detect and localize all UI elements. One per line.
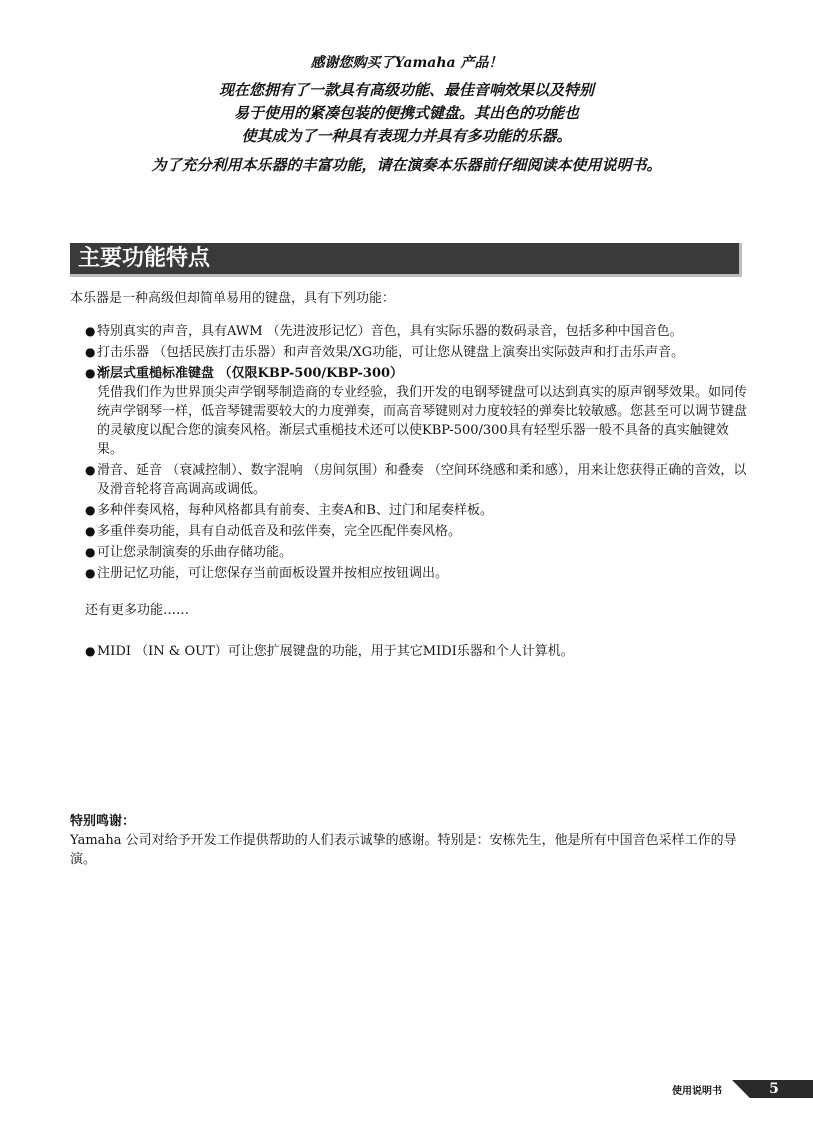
- feature-text: 特别真实的声音，具有AWM （先进波形记忆）音色，具有实际乐器的数码录音，包括多种中国音色。: [97, 324, 683, 339]
- bullet-icon: ●: [85, 545, 96, 559]
- intro-line-2: 易于使用的紧凑包装的便携式键盘。其出色的功能也: [233, 104, 579, 122]
- feature-text: 凭借我们作为世界顶尖声学钢琴制造商的专业经验，我们开发的电钢琴键盘可以达到真实的原声钢琴效果。如同传统声学钢琴一样，低音琴键需要较大的力度弹奏，而高音琴键则对力度较轻的弹奏比较敏感。您甚至可以调节键盘的灵敏度以配合您的演奏风格。渐层式重槌技术还可以使KBP-500/300具有轻型乐器一般不具备的真实触键效果。: [97, 385, 748, 457]
- features-list: [70, 322, 750, 583]
- feature-item: [85, 564, 750, 583]
- feature-item: [85, 364, 750, 459]
- bullet-icon: ●: [85, 366, 96, 380]
- feature-item: [85, 501, 750, 520]
- feature-text: 可让您录制演奏的乐曲存储功能。: [97, 545, 293, 560]
- intro-advice: 为了充分利用本乐器的丰富功能，请在演奏本乐器前仔细阅读本使用说明书。: [151, 156, 662, 174]
- more-features-note: 还有更多功能……: [85, 603, 190, 618]
- features-lead: 本乐器是一种高级但却简单易用的键盘，具有下列功能：: [70, 291, 396, 306]
- bullet-icon: ●: [85, 503, 96, 517]
- page-number: 5: [769, 1081, 779, 1097]
- feature-text: 多种伴奏风格，每种风格都具有前奏、主奏A和B、过门和尾奏样板。: [97, 503, 493, 518]
- intro-block: [0, 52, 813, 177]
- feature-item: [85, 543, 750, 562]
- feature-text: 注册记忆功能，可让您保存当前面板设置并按相应按钮调出。: [97, 566, 449, 581]
- feature-item: [85, 322, 750, 341]
- intro-line-3: 使其成为了一种具有表现力并具有多功能的乐器。: [241, 127, 572, 145]
- feature-item: [85, 461, 750, 499]
- feature-item: [85, 522, 750, 541]
- thanks-line: 感谢您购买了Yamaha 产品！: [310, 55, 503, 71]
- section-header: [70, 243, 742, 277]
- footer-label: 使用说明书: [672, 1086, 722, 1097]
- bullet-icon: ●: [85, 345, 96, 359]
- bullet-icon: ●: [85, 324, 96, 338]
- bullet-icon: ●: [85, 524, 96, 538]
- feature-text: 多重伴奏功能，具有自动低音及和弦伴奏，完全匹配伴奏风格。: [97, 524, 462, 539]
- features-content: [70, 289, 750, 661]
- feature-text: 打击乐器 （包括民族打击乐器）和声音效果/XG功能，可让您从键盘上演奏出实际鼓声和打击乐声音。: [97, 345, 685, 360]
- bullet-icon: ●: [85, 566, 96, 580]
- section-title: 主要功能特点: [78, 246, 211, 271]
- feature-text: 滑音、延音 （衰减控制）、数字混响 （房间氛围）和叠奏 （空间环绕感和柔和感），用来让您获得正确的音效，以及滑音轮将音高调高或调低。: [97, 463, 747, 497]
- feature-title: 渐层式重槌标准键盘 （仅限KBP-500/KBP-300）: [97, 366, 404, 381]
- midi-list: [70, 642, 750, 661]
- intro-line-1: 现在您拥有了一款具有高级功能、最佳音响效果以及特别: [218, 81, 594, 99]
- acknowledgement-text: Yamaha 公司对给予开发工作提供帮助的人们表示诚挚的感谢。特别是：安栋先生，他是所有中国音色采样工作的导演。: [70, 833, 737, 867]
- bullet-icon: ●: [85, 644, 96, 658]
- feature-item: [85, 343, 750, 362]
- midi-text: MIDI （IN & OUT）可让您扩展键盘的功能，用于其它MIDI乐器和个人计算机。: [97, 644, 574, 659]
- acknowledgement-block: [70, 812, 750, 869]
- page-footer: [640, 1080, 813, 1098]
- midi-item: [85, 642, 750, 661]
- bullet-icon: ●: [85, 463, 96, 477]
- acknowledgement-title: 特别鸣谢：: [70, 814, 136, 829]
